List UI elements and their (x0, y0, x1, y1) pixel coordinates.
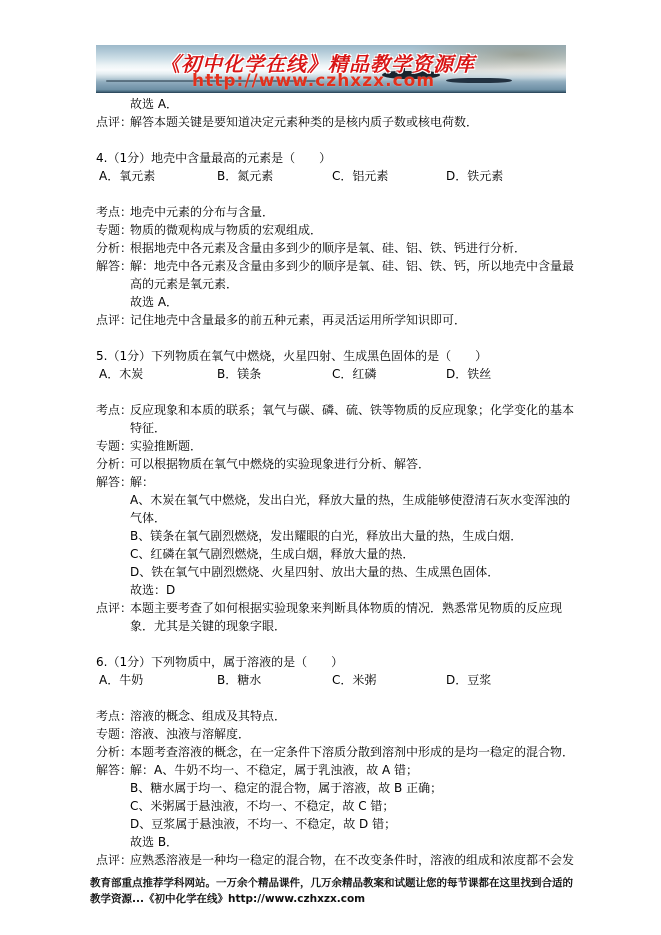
section-label: 点评： (96, 853, 133, 867)
blank-line (96, 329, 566, 347)
text-line: 象．尤其是关键的现象字眼． (130, 619, 287, 633)
section-label: 分析： (96, 457, 133, 471)
section-dianping (96, 113, 566, 131)
text-line: 解答本题关键是要知道决定元素种类的是核内质子数或核电荷数． (130, 115, 479, 129)
option-a: A．氧元素 (99, 169, 156, 183)
text-line: 地壳中元素的分布与含量． (130, 205, 275, 219)
text-line: 特征． (130, 421, 167, 435)
section-label: 分析： (96, 745, 133, 759)
text-line: C、米粥属于悬浊液，不均一、不稳定，故 C 错； (130, 799, 395, 813)
answer-choice: 故选 A． (130, 97, 179, 111)
text-line: B、糖水属于均一、稳定的混合物，属于溶液，故 B 正确； (130, 781, 443, 795)
options-row (96, 671, 566, 689)
blank-line (96, 635, 566, 653)
section-label: 专题： (96, 439, 133, 453)
option-a: A．木炭 (99, 367, 144, 381)
section-kaodian (96, 707, 566, 725)
document-content (90, 95, 575, 907)
banner-url: http://www.czhxzx.com (192, 71, 436, 91)
text-line: 实验推断题． (130, 439, 203, 453)
text-line: 溶液、浊液与溶解度． (130, 727, 251, 741)
section-dianping (96, 851, 575, 869)
page-footer (90, 875, 573, 907)
section-label: 点评： (96, 601, 133, 615)
text-line: 记住地壳中含量最多的前五种元素，再灵活运用所学知识即可． (130, 313, 467, 327)
section-jieda (96, 257, 575, 311)
text-line: 根据地壳中各元素及含量由多到少的顺序是氧、硅、铝、铁、钙进行分析． (130, 241, 527, 255)
section-label: 解答： (96, 475, 133, 489)
options-row (96, 365, 566, 383)
section-dianping (96, 311, 566, 329)
text-line: C、红磷在氧气剧烈燃烧，生成白烟，释放大量的热． (130, 547, 415, 561)
section-zhuanti (96, 725, 566, 743)
question-stem: 6.（1分）下列物质中，属于溶液的是（ ） (96, 655, 344, 669)
section-label: 点评： (96, 313, 133, 327)
section-label: 解答： (96, 763, 133, 777)
section-label: 专题： (96, 727, 133, 741)
question-stem: 4.（1分）地壳中含量最高的元素是（ ） (96, 151, 332, 165)
section-fenxi (96, 239, 566, 257)
text-line: 本题主要考查了如何根据实验现象来判断具体物质的情况．熟悉常见物质的反应现 (130, 601, 563, 615)
answer-choice: 故选 B． (130, 835, 179, 849)
option-c: C．米粥 (332, 673, 377, 687)
text-line: 气体． (130, 511, 167, 525)
option-c: C．红磷 (332, 367, 377, 381)
option-b: B．氮元素 (217, 169, 274, 183)
text-line: D、铁在氧气中剧烈燃烧、火星四射、放出大量的热、生成黑色固体． (130, 565, 500, 579)
answer-choice: 故选 A． (130, 295, 179, 309)
section-label: 解答： (96, 259, 133, 273)
text-line: D、豆浆属于悬浊液，不均一、不稳定，故 D 错； (130, 817, 397, 831)
section-zhuanti (96, 221, 566, 239)
section-label: 分析： (96, 241, 133, 255)
banner-title: 《初中化学在线》精品教学资源库 (160, 52, 475, 76)
section-fenxi (96, 455, 566, 473)
option-b: B．糖水 (217, 673, 262, 687)
section-fenxi (96, 743, 575, 761)
option-d: D．豆浆 (446, 673, 492, 687)
options-row (96, 167, 566, 185)
section-jieda (96, 761, 566, 851)
text-line: 高的元素是氧元素． (130, 277, 239, 291)
option-b: B．镁条 (217, 367, 262, 381)
option-d: D．铁丝 (446, 367, 492, 381)
option-a: A．牛奶 (99, 673, 144, 687)
section-zhuanti (96, 437, 566, 455)
option-d: D．铁元素 (446, 169, 504, 183)
site-banner-image (96, 45, 566, 93)
blank-line (96, 131, 566, 149)
section-label: 专题： (96, 223, 133, 237)
footer-line: 教育部重点推荐学科网站。一万余个精品课件，几万余精品教案和试题让您的每节课都在这里找到合适的 (90, 877, 573, 889)
section-dianping (96, 599, 566, 635)
text-line: 溶液的概念、组成及其特点． (130, 709, 287, 723)
section-jieda (96, 473, 571, 599)
section-label: 考点： (96, 403, 133, 417)
text-line: 解： (130, 475, 155, 489)
text-line: B、镁条在氧气剧烈燃烧，发出耀眼的白光，释放出大量的热，生成白烟． (130, 529, 523, 543)
blank-line (96, 689, 566, 707)
blank-line (96, 383, 566, 401)
footer-line: 教学资源...《初中化学在线》http://www.czhxzx.com (90, 893, 366, 905)
text-line: 物质的微观构成与物质的宏观组成． (130, 223, 323, 237)
boat-silhouette-icon (446, 78, 512, 83)
section-label: 考点： (96, 205, 133, 219)
text-line: 应熟悉溶液是一种均一稳定的混合物，在不改变条件时，溶液的组成和浓度都不会发 (130, 853, 575, 867)
answer-choice: 故选：D (130, 583, 176, 597)
section-kaodian (96, 203, 566, 221)
text-line: 本题考查溶液的概念，在一定条件下溶质分散到溶剂中形成的是均一稳定的混合物． (130, 745, 575, 759)
text-line: 反应现象和本质的联系；氧气与碳、磷、硫、铁等物质的反应现象；化学变化的基本 (130, 403, 575, 417)
section-kaodian (96, 401, 575, 437)
section-label: 考点： (96, 709, 133, 723)
text-line: 解：A、牛奶不均一、不稳定，属于乳浊液，故 A 错； (130, 763, 419, 777)
option-c: C．铝元素 (332, 169, 389, 183)
section-label: 点评： (96, 115, 133, 129)
question-stem: 5.（1分）下列物质在氧气中燃烧，火星四射、生成黑色固体的是（ ） (96, 349, 488, 363)
text-line: A、木炭在氧气中燃烧，发出白光，释放大量的热，生成能够使澄清石灰水变浑浊的 (130, 493, 571, 507)
text-line: 解：地壳中各元素及含量由多到少的顺序是氧、硅、铝、铁、钙，所以地壳中含量最 (130, 259, 575, 273)
text-line: 可以根据物质在氧气中燃烧的实验现象进行分析、解答． (130, 457, 431, 471)
blank-line (96, 185, 566, 203)
